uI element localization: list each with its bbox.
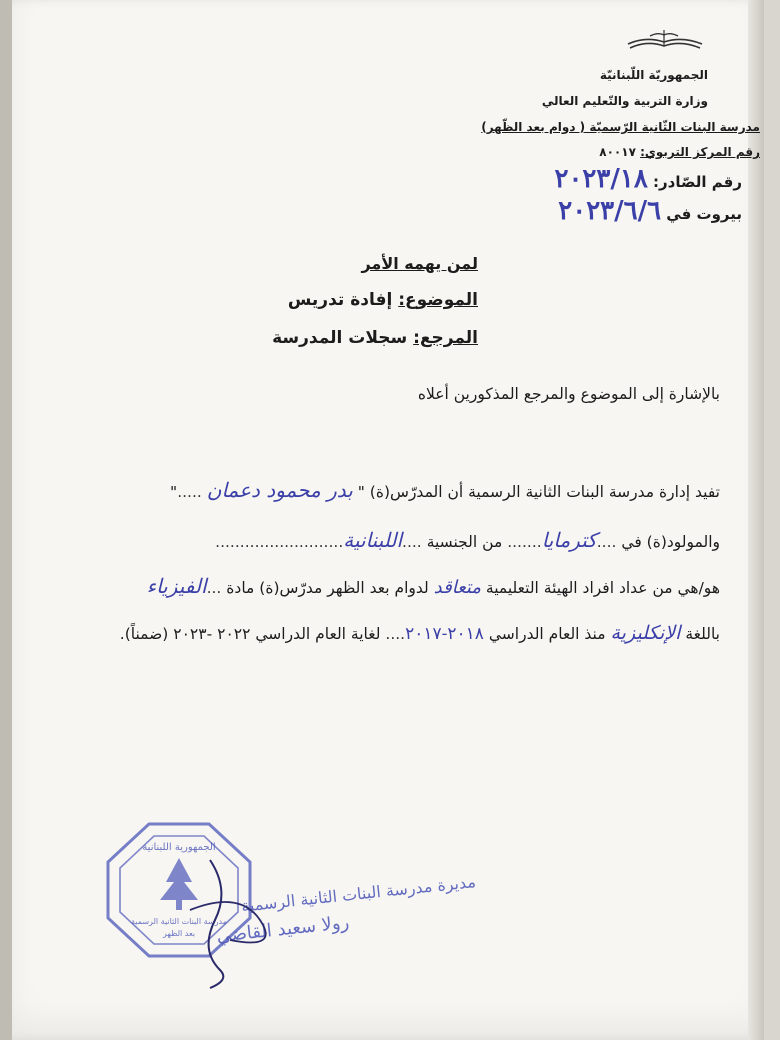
line3-mid: لدوام بعد الظهر مدرّس(ة) مادة: [226, 579, 429, 597]
line3-dots: ...: [206, 579, 222, 597]
subject-taught: الفيزياء: [146, 574, 207, 598]
issued-label: رقم الصّادر:: [653, 173, 742, 191]
page-edge-shadow: [0, 0, 12, 1040]
line4-end: لغاية العام الدراسي ٢٠٢٢ -٢٠٢٣ (ضمناً).: [119, 625, 381, 643]
line2-dots-d: ..........................: [215, 533, 344, 551]
line2-dots-c: ....: [402, 533, 422, 551]
center-value: ٨٠٠١٧: [599, 145, 636, 159]
body-line-period: [120, 622, 720, 644]
stamp-mid-text: مدرسة البنات الثانية الرسمية: [131, 917, 227, 926]
topic-label: الموضوع:: [398, 290, 478, 310]
header-center-number: [599, 145, 760, 159]
body-line-role: [147, 574, 720, 598]
employment-status: متعاقد: [433, 577, 481, 598]
signature-title: مديرة مدرسة البنات الثانية الرسمية: [240, 872, 477, 916]
line4-mid: منذ العام الدراسي: [488, 625, 606, 643]
center-label: رقم المركز التربوي:: [640, 145, 760, 159]
topic-value: إفادة تدريس: [287, 290, 393, 310]
body-line-teacher: [170, 478, 720, 502]
line2-mid: من الجنسية: [426, 533, 503, 551]
header-ministry: وزارة التربية والتّعليم العالي: [541, 94, 708, 108]
line2-dots-a: ....: [596, 533, 617, 551]
birthplace: كترمايا: [541, 528, 597, 552]
teacher-name: بدر محمود دعمان: [206, 478, 353, 502]
line4-dots: ....: [385, 625, 406, 643]
line1-end: ": [170, 483, 178, 501]
reference-line: [272, 328, 478, 348]
since-year: ٢٠١٨-٢٠١٧: [405, 624, 484, 644]
line1-text: تفيد إدارة مدرسة البنات الثانية الرسمية أن المدرّس(ة) ": [357, 483, 720, 501]
reference-label: المرجع:: [413, 328, 478, 348]
issued-number: [555, 164, 743, 194]
line2-dots-b: .......: [507, 533, 542, 551]
signature-name: رولا سعيد القاضي: [215, 912, 351, 947]
ministry-book-icon: [626, 26, 704, 52]
date-value: ٢٠٢٣/٦/٦: [558, 196, 662, 226]
stamp-bottom-text: بعد الظهر: [162, 929, 196, 938]
issue-date: [558, 196, 742, 226]
handwritten-signature: [170, 850, 420, 990]
intro-paragraph: بالإشارة إلى الموضوع والمرجع المذكورين أعلاه: [417, 385, 720, 403]
nationality: اللبنانية: [343, 528, 403, 552]
date-label: بيروت في: [666, 205, 742, 223]
issued-value: ٢٠٢٣/١٨: [554, 164, 648, 194]
line4-prefix: باللغة: [685, 625, 720, 643]
line2-prefix: والمولود(ة) في: [621, 533, 720, 551]
stamp-top-text: الجمهورية اللبنانية: [142, 842, 216, 853]
line3-prefix: هو/هي من عداد افراد الهيئة التعليمية: [485, 579, 720, 597]
language: الإنكليزية: [610, 622, 681, 644]
reference-value: سجلات المدرسة: [272, 328, 408, 348]
body-line-birth: [215, 528, 720, 552]
header-school: مدرسة البنات الثّانية الرّسميّة ( دوام بعد الظّهر): [481, 120, 760, 134]
line1-dots: .....: [177, 483, 202, 501]
addressee: لمن يهمه الأمر: [361, 254, 478, 273]
header-republic: الجمهوريّة اللّبنانيّة: [599, 68, 708, 82]
subject-line: [288, 290, 478, 310]
